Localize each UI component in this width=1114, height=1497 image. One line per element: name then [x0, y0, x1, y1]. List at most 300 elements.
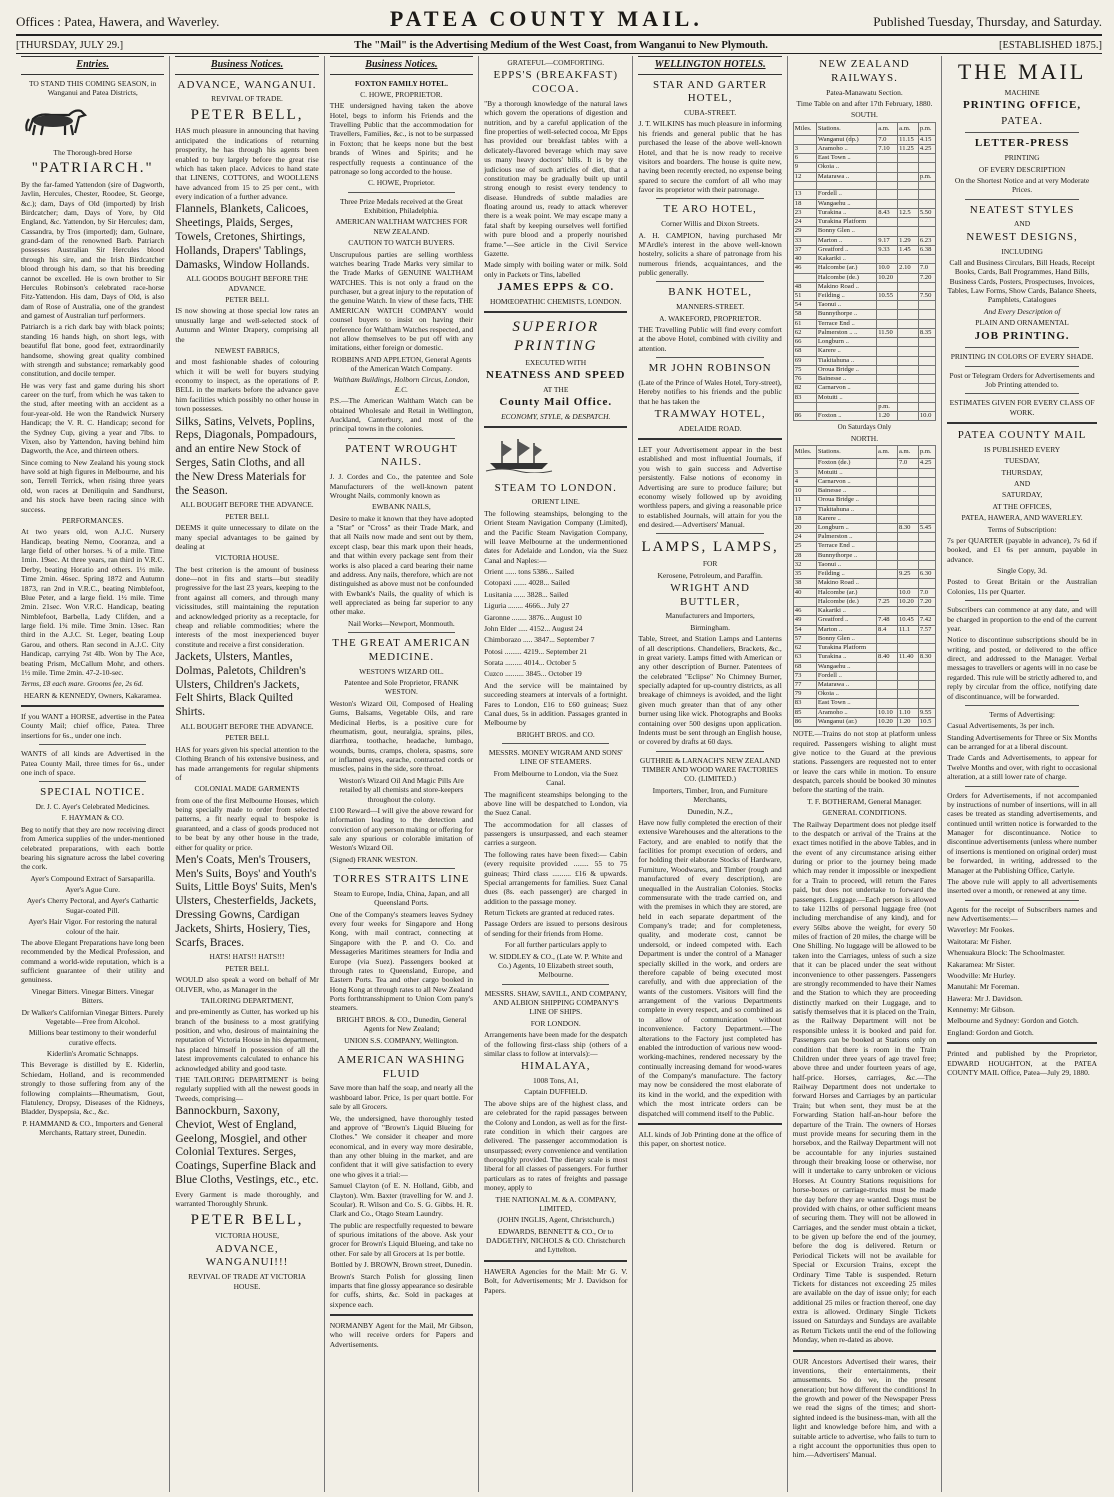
time-cell — [877, 199, 898, 208]
quarter-rate: 7s per QUARTER (payable in advance), 7s 6d if booked, and £1 6s per annum, payable in advance. — [947, 535, 1098, 564]
ewbank: EWBANK NAILS, — [372, 502, 431, 512]
manners-street: MANNERS-STREET. — [676, 302, 745, 312]
col-stations: Stations. — [816, 446, 876, 459]
printing-office: PRINTING OFFICE, — [963, 98, 1082, 111]
time-cell: 3 — [793, 144, 816, 153]
time-cell — [898, 338, 919, 347]
time-cell — [918, 181, 935, 190]
time-cell: 40 — [793, 255, 816, 264]
subscription-terms: Terms of Subscription: — [987, 524, 1057, 534]
time-cell — [918, 468, 935, 477]
station-cell: Wanganui (ar.) — [816, 717, 876, 726]
lamps-text: Table, Street, and Station Lamps and Lanterns of all descriptions. Chandeliers, Brackets, &c., in great variety. Lamps fitted with American or any other description of Burner. Patentees of the celebrated "Eclipse" No Chimney Burner, specially adapted for up-country districts, as all breakage of chimneys is avoided, and the light given much greater than that of any other burner using like wick. Photographs and Books containing over 500 designs upon application. Indents must be sent through an English house, or covered by drafts at 60 days. — [638, 634, 782, 747]
time-cell: 7.25 — [877, 597, 898, 606]
time-cell: 8.35 — [918, 328, 935, 337]
time-cell — [877, 533, 898, 542]
robinson-text: (Late of the Prince of Wales Hotel, Tory-street), Hereby notifies to his friends and the public that he has taken the — [638, 377, 782, 406]
time-cell — [918, 365, 935, 374]
time-cell — [918, 310, 935, 319]
time-cell — [918, 338, 935, 347]
job-printing-2: JOB PRINTING. — [974, 329, 1070, 342]
divider — [348, 192, 455, 193]
edwards-bennett: EDWARDS, BENNETT & CO., Or to DADGETHY, NICHOLS & CO. Christchurch and Lyttelton. — [486, 1226, 626, 1255]
howe: C. HOWE, PROPRIETOR. — [360, 89, 443, 99]
time-cell: 54 — [793, 301, 816, 310]
time-cell — [877, 459, 898, 468]
time-cell: 7.0 — [918, 264, 935, 273]
printing: PRINTING — [1004, 153, 1040, 163]
time-cell — [918, 671, 935, 680]
station-cell: Bonny Glen .. — [816, 227, 876, 236]
time-cell — [918, 375, 935, 384]
neatness-speed: NEATNESS AND SPEED — [486, 369, 626, 381]
time-cell: 46 — [793, 264, 816, 273]
wellington-hotels-heading: WELLINGTON HOTELS. — [638, 56, 781, 75]
offices-line: Offices : Patea, Hawera, and Waverley. — [16, 14, 220, 29]
job-printing: ALL kinds of Job Printing done at the office of this paper, on shortest notice. — [638, 1129, 782, 1149]
time-cell: 1.20 — [877, 412, 898, 421]
time-cell: 4.15 — [918, 135, 935, 144]
columns — [16, 56, 1102, 1492]
peter-bell-text-6: HAS for years given his special attention to the Clothing Branch of his extensive business, and has made arrangements for regular shipments of — [175, 744, 319, 782]
station-cell: Okoia .. — [816, 690, 876, 699]
time-cell — [877, 301, 898, 310]
timetable-row — [793, 690, 935, 699]
station-cell: Matarawa .. — [816, 172, 876, 181]
peter-bell-text-9: and pre-eminently as Cutter, has worked up his branch of the business to a most gratifying position, and who, desirous of maintaining the reputation of Victoria House in his department, has placed himself in possession of all the latest improvements calculated to enhance his acknowledged ability and good taste. — [175, 1007, 319, 1073]
divider — [484, 311, 627, 313]
time-cell: 11.25 — [898, 144, 919, 153]
divider — [656, 357, 763, 358]
station-cell — [816, 402, 876, 411]
divider — [330, 1314, 473, 1316]
posted-rate: Posted to Great Britain or the Australian Colonies, 11s per Quarter. — [947, 577, 1098, 596]
time-cell — [898, 227, 919, 236]
peter-bell-3: PETER BELL — [225, 511, 269, 521]
ship-row: Orient ...... tons 5386... Sailed — [484, 567, 574, 576]
time-cell: 58 — [793, 310, 816, 319]
casual-ads: Casual Advertisements, 3s per inch. — [947, 721, 1055, 731]
time-cell — [918, 393, 935, 402]
peter-bell-text-4: DEEMS it quite unnecessary to dilate on the many special advantages to be gained by dealing at — [175, 523, 319, 551]
weston-proprietor: Patentee and Sole Proprietor, FRANK WESTON. — [344, 678, 459, 697]
timetable-row — [793, 144, 935, 153]
peter-bell-text-8: WOULD also speak a word on behalf of Mr OLIVER, who, as Manager in the — [175, 975, 319, 994]
agent: Kakaramea: Mr Sister. — [947, 959, 1015, 969]
national-ma: THE NATIONAL M. & A. COMPANY, LIMITED, — [495, 1194, 617, 1213]
time-cell: 4.25 — [918, 459, 935, 468]
station-cell: Greatford .. — [816, 245, 876, 254]
time-cell: 11.40 — [897, 653, 918, 662]
time-cell: 46 — [793, 607, 816, 616]
station-cell: Matarawa .. — [816, 681, 876, 690]
time-cell: 10.20 — [877, 717, 898, 726]
time-cell: 85 — [793, 708, 816, 717]
time-cell: 7.42 — [918, 616, 935, 625]
station-cell: Karere .. — [816, 514, 876, 523]
epps-cocoa: EPPS'S (BREAKFAST) COCOA. — [493, 69, 619, 96]
station-cell: Fordell .. — [816, 190, 876, 199]
station-cell: Wangaehu .. — [816, 199, 876, 208]
time-cell: 48 — [793, 282, 816, 291]
time-cell: p.m. — [877, 402, 898, 411]
time-cell — [898, 291, 919, 300]
printing-list: Call and Business Circulars, Bill Heads, Receipt Books, Cards, Ball Programmes, Hand Bills, Business Cards, Posters, Prospectuses, Invoices, Tables, Law Forms, Show Cards, Balance Sheets, Pamphlets, Catalogues — [947, 257, 1097, 305]
timetable-row — [793, 468, 935, 477]
vinegar-bitters: Vinegar Bitters. Vinegar Bitters. Vinegar Bitters. — [31, 986, 154, 1006]
time-cell: 12 — [793, 172, 816, 181]
ship-icon — [484, 437, 554, 473]
ship-row: Potosi ......... 4219... September 21 — [484, 646, 588, 656]
time-cell — [898, 282, 919, 291]
time-cell — [897, 533, 918, 542]
pcm-heading: PATEA COUNTY MAIL — [957, 429, 1087, 442]
time-cell — [877, 699, 898, 708]
time-cell — [897, 644, 918, 653]
divider — [793, 1350, 936, 1352]
station-cell: Kakariki .. — [816, 607, 876, 616]
timetable-row — [793, 542, 935, 551]
orders-text: Orders for Advertisements, if not accompanied by instructions of number of insertions, will in all cases be treated as standing advertisements, and continued until written notice is forwarded to the Manager for discontinuance. Notice to discontinue advertisements (unless where number of insertions is mentioned on original order) must be forwarded, in writing, addressed to the Manager at the Publishing Office, Carlyle. — [947, 790, 1098, 875]
siddley: W. SIDDLEY & CO., (Late W. P. White and Co.) Agents, 10 Elizabeth street south, Melbourne. — [489, 951, 623, 980]
the-mail: THE MAIL — [957, 59, 1087, 84]
timetable-row — [793, 319, 935, 328]
rail-section: Patea-Manawatu Section. — [826, 87, 903, 97]
hammand: P. HAMMAND & CO., Importers and General Merchants, Rattary street, Dunedin. — [22, 1118, 163, 1137]
lamps-for: FOR — [702, 559, 718, 569]
time-cell — [877, 560, 898, 569]
station-cell: Makino Road .. — [816, 282, 876, 291]
time-cell: 10.0 — [877, 264, 898, 273]
divider — [484, 1260, 627, 1262]
slogan: The "Mail" is the Advertising Medium of the West Coast, from Wanganui to New Plymouth. — [354, 39, 768, 51]
divider — [484, 426, 627, 428]
saturdays-only-note: On Saturdays Only — [837, 423, 892, 432]
time-cell: 38 — [793, 579, 816, 588]
peter-bell-text-11: Every Garment is made thoroughly, and warranted Thoroughly Shrunk. — [175, 1189, 319, 1209]
time-cell: 28 — [793, 551, 816, 560]
time-cell — [877, 375, 898, 384]
col-miles: Miles. — [793, 122, 816, 135]
ship-list — [484, 567, 627, 679]
timetable-row — [793, 282, 935, 291]
standing-ads: Standing Advertisements for Three or Six Months can be arranged for at a liberal discount. — [947, 732, 1098, 751]
hats: HATS! HATS!! HATS!!! — [209, 952, 285, 962]
career-text: He was very fast and game during his short career on the turf, from which he was taken to the stud, after meeting with an accident as a four-year-old. He won the Randwick Nursery Handicap; the V. R. C. Handicap; second for the Sydney Cup, giving a year and 7lbs. to Vixen, also by Yattendon, having behind him Dagworth, the Ace, and thirteen others. — [21, 380, 165, 456]
time-cell: 18 — [793, 199, 816, 208]
timetable-row — [793, 634, 935, 643]
time-cell — [918, 163, 935, 172]
agent: Whenuakura Block: The Schoolmaster. — [947, 948, 1065, 958]
wigram-line: MESSRS. MONEY WIGRAM AND SONS' LINE OF STEAMERS. — [488, 748, 623, 767]
bought-notice-1: ALL GOODS BOUGHT BEFORE THE ADVANCE. — [186, 274, 309, 293]
station-cell: Taonui .. — [816, 301, 876, 310]
time-cell: 8.4 — [877, 625, 898, 634]
time-cell: 66 — [793, 338, 816, 347]
time-cell — [877, 347, 898, 356]
time-cell — [877, 393, 898, 402]
timetable-row — [793, 356, 935, 365]
guthrie-importers: Importers, Timber, Iron, and Furniture Merchants, — [652, 785, 768, 805]
time-cell: 86 — [793, 412, 816, 421]
kiderlin: Kiderlin's Aromatic Schnapps. — [46, 1049, 139, 1058]
medicine-2: Ayer's Ague Cure. — [65, 885, 120, 894]
column-7 — [942, 56, 1102, 1492]
time-cell — [897, 487, 918, 496]
medicine-1: Ayer's Compound Extract of Sarsaparilla. — [30, 873, 155, 883]
time-cell — [898, 301, 919, 310]
machine: MACHINE — [1004, 87, 1040, 97]
published-every: IS PUBLISHED EVERY — [983, 444, 1061, 454]
time-cell — [918, 218, 935, 227]
timetable-row — [793, 616, 935, 625]
column-6 — [788, 56, 942, 1492]
station-cell: Terrace End .. — [816, 319, 876, 328]
time-table-date: Time Table on and after 17th February, 1880. — [796, 98, 933, 108]
divider — [502, 984, 609, 985]
botheram: T. F. BOTHERAM, General Manager. — [807, 796, 922, 806]
revival: REVIVAL OF TRADE. — [211, 94, 283, 104]
col-am: a.m. — [877, 122, 898, 135]
time-cell: 6.30 — [918, 570, 935, 579]
time-cell — [918, 542, 935, 551]
time-cell — [898, 347, 919, 356]
timetable-row — [793, 236, 935, 245]
time-cell — [897, 496, 918, 505]
colors: PRINTING IN COLORS OF EVERY SHADE. — [950, 352, 1094, 362]
timetable-row — [793, 477, 935, 486]
and-2: AND — [1013, 479, 1031, 488]
timetable-row — [793, 199, 935, 208]
station-cell: Feilding .. — [816, 570, 876, 579]
time-cell — [898, 402, 919, 411]
te-aro-corner: Corner Willis and Dixon Streets. — [661, 219, 760, 229]
station-cell: Foxton .. — [816, 412, 876, 421]
bright-bros-2: BRIGHT BROS. and CO. — [516, 729, 595, 739]
at-offices: AT THE OFFICES, — [992, 501, 1052, 511]
timetable-row — [793, 653, 935, 662]
time-cell: 40 — [793, 588, 816, 597]
agent: Waitotara: Mr Fisher. — [947, 936, 1012, 946]
starch-text: Brown's Starch Polish for glossing linen imparts that fine glossy appearance so desirable for cuffs, shirts, &c. Sold in packages at sixpence each. — [329, 1271, 474, 1309]
timetable-row — [793, 402, 935, 411]
timetable-row — [793, 208, 935, 217]
time-cell: 18 — [793, 514, 816, 523]
time-cell — [918, 487, 935, 496]
time-cell — [897, 551, 918, 560]
timetable-row — [793, 135, 935, 144]
divider — [348, 438, 455, 439]
advertising-terms: Terms of Advertising: — [989, 709, 1055, 719]
south-heading: SOUTH. — [851, 110, 878, 120]
trade-cards: Trade Cards and Advertisements, to appear for Twelve Months and over, with right to occasional alteration, at a still lower rate of charge. — [947, 753, 1098, 782]
agent: England: Gordon and Gotch. — [947, 1027, 1034, 1037]
station-cell: Aramoho .. — [816, 144, 876, 153]
time-cell: 10.20 — [877, 273, 898, 282]
station-cell: East Town .. — [816, 154, 876, 163]
established: [ESTABLISHED 1875.] — [998, 39, 1102, 51]
time-cell: 7.0 — [877, 135, 898, 144]
time-cell — [918, 199, 935, 208]
time-cell: 1.29 — [898, 236, 919, 245]
timetable-row — [793, 375, 935, 384]
time-cell — [793, 402, 816, 411]
ayer-heading: Dr. J. C. Ayer's Celebrated Medicines. — [35, 802, 150, 811]
time-cell: 86 — [793, 717, 816, 726]
station-cell: Carnarvon .. — [816, 384, 876, 393]
station-cell: Halcombe (de.) — [816, 273, 876, 282]
time-cell — [877, 551, 898, 560]
agent: Kennemy: Mr Gibson. — [947, 1005, 1015, 1014]
normanby-agent: NORMANBY Agent for the Mail, Mr Gibson, who will receive orders for Papers and Advertisements. — [329, 1321, 474, 1349]
time-cell: 10.10 — [877, 708, 898, 717]
tailoring: TAILORING DEPARTMENT, — [200, 995, 294, 1005]
station-cell: Turakina Platform — [816, 644, 876, 653]
time-cell — [918, 579, 935, 588]
station-cell: Bainesse .. — [816, 487, 876, 496]
timetable-row — [793, 172, 935, 181]
timetable-row — [793, 393, 935, 402]
time-cell: 1.45 — [898, 245, 919, 254]
time-cell — [897, 607, 918, 616]
kerosene: Kerosene, Petroleum, and Paraffin. — [657, 570, 763, 580]
ancestors-text: OUR Ancestors Advertised their wares, their inventions, their entertainments, their amusements. So do we, in the present generation; but how different the conditions! In the growth and power of the Newspaper Press we read the signs of the times; and short-sighted indeed is the business-man, with all the light and knowledge before him, and with a suitable article to advertise, who fails to turn to a right account the opportunities thus open to him.—Advertisers' Manual. — [792, 1356, 937, 1460]
time-cell: 73 — [793, 671, 816, 680]
season-intro: TO STAND THIS COMING SEASON, in Wanganui and Patea Districts, — [28, 78, 157, 97]
time-cell — [877, 319, 898, 328]
time-cell: 10.0 — [897, 588, 918, 597]
time-cell — [877, 496, 898, 505]
peter-bell-text-1: HAS much pleasure in announcing that having anticipated the indications of returning prosperity, he has through his agents been enabled to buy largely before the great rise which has taken place. Advices to hand state that LINENS, COTTONS, and WOOLLENS have advanced from 15 to 25 per cent., with every indication of a further advance. — [175, 126, 319, 201]
timetable-row — [793, 384, 935, 393]
timetable-row — [793, 190, 935, 199]
and: AND — [1013, 219, 1031, 229]
station-cell: Motuiti .. — [816, 468, 876, 477]
walker: Dr Walker's Californian Vinegar Bitters. Purely Vegetable—Free from Alcohol. — [21, 1007, 164, 1026]
foxton-text: THE undersigned having taken the above Hotel, begs to inform his Friends and the Travelling Public that the accommodation for Travellers, Families, &c., is not to be surpassed in Foxton; that he keeps none but the best brands of Wines and Spirits; and he respectfully requests a continuance of the patronage so long accorded to the house. — [329, 101, 474, 176]
time-cell — [877, 477, 898, 486]
time-cell: 51 — [793, 291, 816, 300]
timetable-row — [793, 505, 935, 514]
station-cell: Palmerston .. — [816, 533, 876, 542]
column-1 — [16, 56, 170, 1492]
station-cell: Kakariki .. — [816, 255, 876, 264]
timetable-row — [793, 218, 935, 227]
time-cell — [877, 487, 898, 496]
timetable-row — [793, 181, 935, 190]
time-cell — [877, 172, 898, 181]
beware-text: The public are respectfully requested to beware of spurious imitations of the above. Ask your grocer for Brown's Liquid Blueing, and take no other. For sale by all Grocers at 1s per bottle. — [329, 1220, 474, 1258]
neatest-styles: NEATEST STYLES — [969, 203, 1075, 216]
imprint: Printed and published by the Proprietor, EDWARD HOUGHTON, at the PATEA COUNTY MAIL Office, Patea—July 29, 1880. — [947, 1049, 1098, 1077]
column-3 — [325, 56, 479, 1492]
time-cell: 68 — [793, 347, 816, 356]
peter-bell-text-5: The best criterion is the amount of business done—not in fits and starts—but steadily progressive for the last 23 years, keeping to the front against all comers, and through many vicissitudes, still maintaining the reputation and acknowledged priority as a receptacle, for cheap and reliable commodities; where the interests of the most inexperienced buyer constitute and receive a first consideration. — [175, 564, 319, 649]
foxton-hotel: FOXTON FAMILY HOTEL. — [354, 78, 448, 88]
time-cell: 8.40 — [877, 653, 898, 662]
time-cell — [877, 570, 898, 579]
timetable-row — [793, 163, 935, 172]
time-cell: 35 — [793, 570, 816, 579]
time-cell: 62 — [793, 644, 816, 653]
business-notices-heading: Business Notices. — [175, 56, 318, 75]
time-cell: 9.17 — [877, 236, 898, 245]
timetable-row — [793, 245, 935, 254]
time-cell — [897, 542, 918, 551]
time-cell — [898, 199, 919, 208]
time-cell: 10.0 — [918, 412, 935, 421]
peter-bell-1: PETER BELL, — [190, 106, 304, 123]
time-cell — [918, 477, 935, 486]
station-cell: Feilding .. — [816, 291, 876, 300]
newspaper-title: PATEA COUNTY MAIL. — [389, 6, 703, 31]
birmingham: Birmingham. — [690, 622, 731, 632]
time-cell — [877, 190, 898, 199]
time-cell — [918, 402, 935, 411]
towns: PATEA, HAWERA, AND WAVERLEY. — [961, 513, 1083, 523]
time-cell: 2.10 — [898, 264, 919, 273]
divider — [638, 1123, 781, 1125]
timetable-row — [793, 338, 935, 347]
timetable-row — [793, 255, 935, 264]
time-cell — [898, 190, 919, 199]
ship-row: Liguria ........ 4666... July 27 — [484, 601, 570, 611]
return-tickets: Return Tickets are granted at reduced rates. — [484, 908, 615, 917]
station-cell: Taonui .. — [816, 560, 876, 569]
including: INCLUDING — [1001, 246, 1043, 256]
wilkins-text: J. T. WILKINS has much pleasure in informing his friends and general public that he has purchased the lease of the above well-known Hotel, and that he is now ready to receive visitors and boarders. The house is quite new, having been recently erected, no expense being spared to secure the comfort of all who may favor its proprietor with their patronage. — [638, 119, 782, 194]
guthrie-larnach: GUTHRIE & LARNACH'S NEW ZEALAND TIMBER AND WOOD WARE FACTORIES CO. (LIMITED.) — [639, 755, 781, 784]
robbins: ROBBINS AND APPLETON, General Agents of the American Watch Company. — [331, 354, 472, 373]
guthrie-dunedin: Dunedin, N.Z., — [687, 806, 733, 816]
bought-notice-2: ALL BOUGHT BEFORE THE ADVANCE. — [180, 500, 314, 510]
time-cell: 10.45 — [897, 616, 918, 625]
thursday: THURSDAY, — [1001, 467, 1043, 477]
timetable-row — [793, 708, 935, 717]
weston-signed: (Signed) FRANK WESTON. — [329, 854, 418, 864]
divider — [348, 632, 455, 633]
station-cell: Bunnythorpe .. — [816, 551, 876, 560]
time-cell — [897, 514, 918, 523]
station-cell: Karere .. — [816, 347, 876, 356]
steam-to-london: STEAM TO LONDON. — [494, 481, 617, 494]
station-cell: Marton .. — [816, 236, 876, 245]
ayer-text: Beg to notify that they are now receiving direct from America supplies of the under-mentioned celebrated preparations, with each bottle bearing his signature across the label covering the cork. — [21, 824, 165, 872]
time-cell: 6 — [793, 154, 816, 163]
star-garter: STAR AND GARTER HOTEL, — [652, 78, 768, 105]
schnapps-text: This Beverage is distilled by E. Kiderlin, Schiedam, Holland, and is recommended strongly to those suffering from any of the following complaints—Rheumatism, Gout, Flatulency, Dropsy, Diseases of the Kidneys, Bladder, Dyspepsia, &c., &c. — [21, 1060, 165, 1117]
time-cell — [898, 310, 919, 319]
time-cell — [918, 607, 935, 616]
grateful: GRATEFUL—COMFORTING. — [507, 58, 605, 67]
time-cell — [877, 690, 898, 699]
station-cell: Marton .. — [816, 625, 876, 634]
time-cell: 11.50 — [877, 328, 898, 337]
timetable-row — [793, 459, 935, 468]
wigram-text-1: The magnificent steamships belonging to the above line will be despatched to London, via the Suez Canal. — [484, 789, 628, 818]
every-description: OF EVERY DESCRIPTION — [978, 164, 1066, 174]
divider — [965, 393, 1079, 394]
time-cell: 7.0 — [918, 588, 935, 597]
timetable-row — [793, 625, 935, 634]
timetable-header — [793, 122, 935, 135]
station-cell: Turakina .. — [816, 208, 876, 217]
time-cell: 24 — [793, 533, 816, 542]
time-cell — [918, 662, 935, 671]
time-cell: 5.50 — [918, 208, 935, 217]
bank-text: THE Travelling Public will find every comfort at the above Hotel, combined with civility and attention. — [638, 324, 782, 353]
column-5 — [633, 56, 787, 1492]
